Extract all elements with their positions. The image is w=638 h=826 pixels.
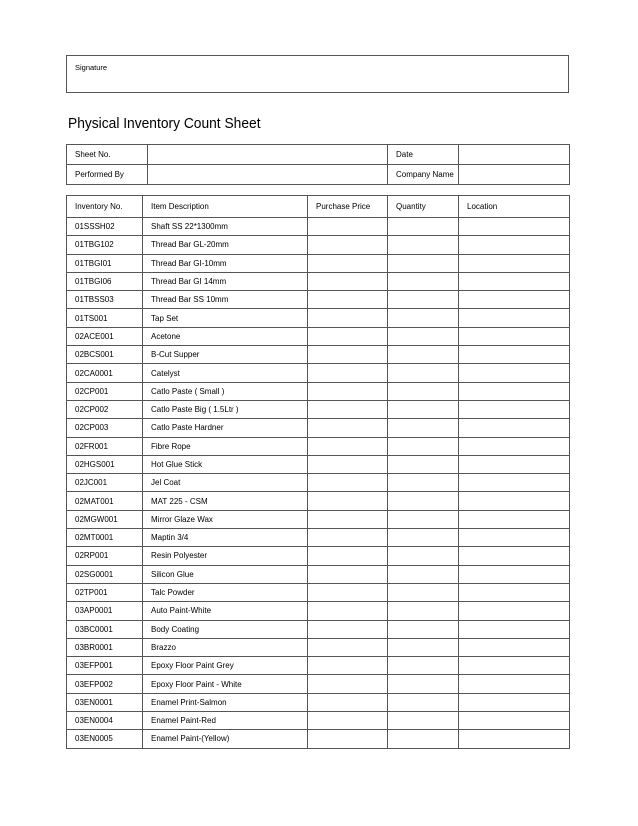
quantity-cell[interactable] bbox=[388, 510, 459, 528]
table-row bbox=[67, 400, 570, 418]
table-row bbox=[67, 419, 570, 437]
inventory-no-cell: 02RP001 bbox=[67, 547, 143, 565]
item-description-cell: Thread Bar GI-10mm bbox=[143, 254, 308, 272]
location-cell[interactable] bbox=[459, 638, 570, 656]
location-cell[interactable] bbox=[459, 455, 570, 473]
sheet-header-row bbox=[67, 145, 570, 165]
quantity-cell[interactable] bbox=[388, 455, 459, 473]
location-cell[interactable] bbox=[459, 236, 570, 254]
quantity-cell[interactable] bbox=[388, 492, 459, 510]
purchase-price-cell[interactable] bbox=[308, 510, 388, 528]
location-cell[interactable] bbox=[459, 272, 570, 290]
table-row bbox=[67, 529, 570, 547]
sheet-no-field[interactable] bbox=[148, 145, 388, 165]
location-cell[interactable] bbox=[459, 693, 570, 711]
inventory-no-cell: 01TBSS03 bbox=[67, 291, 143, 309]
item-description-cell: Hot Glue Stick bbox=[143, 455, 308, 473]
inventory-no-cell: 02BCS001 bbox=[67, 346, 143, 364]
table-row bbox=[67, 547, 570, 565]
item-description-cell: Fibre Rope bbox=[143, 437, 308, 455]
item-description-cell: B-Cut Supper bbox=[143, 346, 308, 364]
quantity-cell[interactable] bbox=[388, 529, 459, 547]
location-cell[interactable] bbox=[459, 291, 570, 309]
company-name-label: Company Name bbox=[388, 165, 459, 185]
inventory-table bbox=[66, 195, 570, 749]
table-row bbox=[67, 346, 570, 364]
quantity-cell[interactable] bbox=[388, 218, 459, 236]
table-row bbox=[67, 218, 570, 236]
location-cell[interactable] bbox=[459, 492, 570, 510]
item-description-cell: Enamel Paint-Red bbox=[143, 712, 308, 730]
signature-label: Signature bbox=[75, 63, 108, 72]
inventory-no-cell: 02CP001 bbox=[67, 382, 143, 400]
sheet-header-table bbox=[66, 144, 570, 185]
purchase-price-cell[interactable] bbox=[308, 291, 388, 309]
quantity-cell[interactable] bbox=[388, 638, 459, 656]
location-cell[interactable] bbox=[459, 419, 570, 437]
location-cell[interactable] bbox=[459, 602, 570, 620]
inventory-no-cell: 01TS001 bbox=[67, 309, 143, 327]
table-row bbox=[67, 455, 570, 473]
location-cell[interactable] bbox=[459, 309, 570, 327]
quantity-cell[interactable] bbox=[388, 309, 459, 327]
purchase-price-cell[interactable] bbox=[308, 218, 388, 236]
location-cell[interactable] bbox=[459, 547, 570, 565]
table-row bbox=[67, 309, 570, 327]
column-header-quantity: Quantity bbox=[388, 196, 459, 218]
quantity-cell[interactable] bbox=[388, 565, 459, 583]
item-description-cell: Thread Bar GL-20mm bbox=[143, 236, 308, 254]
table-row bbox=[67, 510, 570, 528]
column-header-item-description: Item Description bbox=[143, 196, 308, 218]
table-header-row bbox=[67, 196, 570, 218]
inventory-no-cell: 02MT0001 bbox=[67, 529, 143, 547]
quantity-cell[interactable] bbox=[388, 437, 459, 455]
inventory-no-cell: 02ACE001 bbox=[67, 327, 143, 345]
location-cell[interactable] bbox=[459, 382, 570, 400]
inventory-no-cell: 03EFP002 bbox=[67, 675, 143, 693]
purchase-price-cell[interactable] bbox=[308, 455, 388, 473]
inventory-no-cell: 02CA0001 bbox=[67, 364, 143, 382]
item-description-cell: Jel Coat bbox=[143, 474, 308, 492]
quantity-cell[interactable] bbox=[388, 346, 459, 364]
inventory-no-cell: 03BC0001 bbox=[67, 620, 143, 638]
purchase-price-cell[interactable] bbox=[308, 638, 388, 656]
table-row bbox=[67, 712, 570, 730]
table-row bbox=[67, 327, 570, 345]
inventory-no-cell: 03BR0001 bbox=[67, 638, 143, 656]
item-description-cell: Catlo Paste ( Small ) bbox=[143, 382, 308, 400]
location-cell[interactable] bbox=[459, 218, 570, 236]
item-description-cell: Tap Set bbox=[143, 309, 308, 327]
item-description-cell: Epoxy Floor Paint Grey bbox=[143, 657, 308, 675]
inventory-no-cell: 02FR001 bbox=[67, 437, 143, 455]
purchase-price-cell[interactable] bbox=[308, 492, 388, 510]
location-cell[interactable] bbox=[459, 364, 570, 382]
inventory-no-cell: 02SG0001 bbox=[67, 565, 143, 583]
table-row bbox=[67, 236, 570, 254]
table-row bbox=[67, 382, 570, 400]
table-row bbox=[67, 657, 570, 675]
table-row bbox=[67, 620, 570, 638]
table-row bbox=[67, 693, 570, 711]
quantity-cell[interactable] bbox=[388, 730, 459, 748]
location-cell[interactable] bbox=[459, 327, 570, 345]
location-cell[interactable] bbox=[459, 254, 570, 272]
inventory-no-cell: 03EN0004 bbox=[67, 712, 143, 730]
item-description-cell: Epoxy Floor Paint - White bbox=[143, 675, 308, 693]
table-row bbox=[67, 291, 570, 309]
location-cell[interactable] bbox=[459, 400, 570, 418]
table-row bbox=[67, 675, 570, 693]
table-row bbox=[67, 602, 570, 620]
inventory-no-cell: 01TBGI01 bbox=[67, 254, 143, 272]
performed-by-label: Performed By bbox=[67, 165, 148, 185]
quantity-cell[interactable] bbox=[388, 602, 459, 620]
location-cell[interactable] bbox=[459, 474, 570, 492]
inventory-no-cell: 02MAT001 bbox=[67, 492, 143, 510]
quantity-cell[interactable] bbox=[388, 291, 459, 309]
purchase-price-cell[interactable] bbox=[308, 419, 388, 437]
item-description-cell: Silicon Glue bbox=[143, 565, 308, 583]
item-description-cell: Catelyst bbox=[143, 364, 308, 382]
inventory-no-cell: 02HGS001 bbox=[67, 455, 143, 473]
purchase-price-cell[interactable] bbox=[308, 327, 388, 345]
quantity-cell[interactable] bbox=[388, 675, 459, 693]
purchase-price-cell[interactable] bbox=[308, 675, 388, 693]
location-cell[interactable] bbox=[459, 346, 570, 364]
purchase-price-cell[interactable] bbox=[308, 529, 388, 547]
purchase-price-cell[interactable] bbox=[308, 236, 388, 254]
quantity-cell[interactable] bbox=[388, 474, 459, 492]
location-cell[interactable] bbox=[459, 657, 570, 675]
item-description-cell: Maptin 3/4 bbox=[143, 529, 308, 547]
inventory-no-cell: 02CP003 bbox=[67, 419, 143, 437]
inventory-no-cell: 01TBGI06 bbox=[67, 272, 143, 290]
inventory-no-cell: 02TP001 bbox=[67, 583, 143, 601]
location-cell[interactable] bbox=[459, 529, 570, 547]
inventory-no-cell: 03EFP001 bbox=[67, 657, 143, 675]
column-header-purchase-price: Purchase Price bbox=[308, 196, 388, 218]
date-label: Date bbox=[388, 145, 459, 165]
purchase-price-cell[interactable] bbox=[308, 547, 388, 565]
item-description-cell: Resin Polyester bbox=[143, 547, 308, 565]
quantity-cell[interactable] bbox=[388, 272, 459, 290]
purchase-price-cell[interactable] bbox=[308, 657, 388, 675]
purchase-price-cell[interactable] bbox=[308, 712, 388, 730]
column-header-location: Location bbox=[459, 196, 570, 218]
purchase-price-cell[interactable] bbox=[308, 272, 388, 290]
quantity-cell[interactable] bbox=[388, 583, 459, 601]
purchase-price-cell[interactable] bbox=[308, 602, 388, 620]
sheet-no-label: Sheet No. bbox=[67, 145, 148, 165]
purchase-price-cell[interactable] bbox=[308, 254, 388, 272]
inventory-no-cell: 02CP002 bbox=[67, 400, 143, 418]
quantity-cell[interactable] bbox=[388, 693, 459, 711]
item-description-cell: Thread Bar GI 14mm bbox=[143, 272, 308, 290]
location-cell[interactable] bbox=[459, 730, 570, 748]
inventory-no-cell: 01SSSH02 bbox=[67, 218, 143, 236]
table-row bbox=[67, 364, 570, 382]
table-row bbox=[67, 254, 570, 272]
item-description-cell: Shaft SS 22*1300mm bbox=[143, 218, 308, 236]
location-cell[interactable] bbox=[459, 565, 570, 583]
location-cell[interactable] bbox=[459, 620, 570, 638]
purchase-price-cell[interactable] bbox=[308, 437, 388, 455]
purchase-price-cell[interactable] bbox=[308, 346, 388, 364]
item-description-cell: Brazzo bbox=[143, 638, 308, 656]
inventory-no-cell: 03EN0005 bbox=[67, 730, 143, 748]
quantity-cell[interactable] bbox=[388, 364, 459, 382]
item-description-cell: Catlo Paste Big ( 1.5Ltr ) bbox=[143, 400, 308, 418]
purchase-price-cell[interactable] bbox=[308, 693, 388, 711]
quantity-cell[interactable] bbox=[388, 400, 459, 418]
purchase-price-cell[interactable] bbox=[308, 364, 388, 382]
sheet-header-row bbox=[67, 165, 570, 185]
location-cell[interactable] bbox=[459, 675, 570, 693]
quantity-cell[interactable] bbox=[388, 254, 459, 272]
inventory-no-cell: 02MGW001 bbox=[67, 510, 143, 528]
inventory-no-cell: 03EN0001 bbox=[67, 693, 143, 711]
table-row bbox=[67, 583, 570, 601]
location-cell[interactable] bbox=[459, 437, 570, 455]
quantity-cell[interactable] bbox=[388, 419, 459, 437]
table-row bbox=[67, 638, 570, 656]
quantity-cell[interactable] bbox=[388, 382, 459, 400]
inventory-no-cell: 02JC001 bbox=[67, 474, 143, 492]
item-description-cell: Auto Paint-White bbox=[143, 602, 308, 620]
column-header-inventory-no: Inventory No. bbox=[67, 196, 143, 218]
item-description-cell: Enamel Print-Salmon bbox=[143, 693, 308, 711]
quantity-cell[interactable] bbox=[388, 657, 459, 675]
item-description-cell: Body Coating bbox=[143, 620, 308, 638]
page-title: Physical Inventory Count Sheet bbox=[68, 115, 261, 132]
purchase-price-cell[interactable] bbox=[308, 309, 388, 327]
purchase-price-cell[interactable] bbox=[308, 730, 388, 748]
performed-by-field[interactable] bbox=[148, 165, 388, 185]
location-cell[interactable] bbox=[459, 510, 570, 528]
quantity-cell[interactable] bbox=[388, 327, 459, 345]
quantity-cell[interactable] bbox=[388, 620, 459, 638]
quantity-cell[interactable] bbox=[388, 236, 459, 254]
quantity-cell[interactable] bbox=[388, 712, 459, 730]
company-name-field[interactable] bbox=[459, 165, 570, 185]
table-row bbox=[67, 437, 570, 455]
table-row bbox=[67, 272, 570, 290]
purchase-price-cell[interactable] bbox=[308, 565, 388, 583]
item-description-cell: Catlo Paste Hardner bbox=[143, 419, 308, 437]
table-row bbox=[67, 492, 570, 510]
purchase-price-cell[interactable] bbox=[308, 400, 388, 418]
item-description-cell: Acetone bbox=[143, 327, 308, 345]
item-description-cell: Mirror Glaze Wax bbox=[143, 510, 308, 528]
purchase-price-cell[interactable] bbox=[308, 382, 388, 400]
item-description-cell: MAT 225 - CSM bbox=[143, 492, 308, 510]
item-description-cell: Thread Bar SS 10mm bbox=[143, 291, 308, 309]
location-cell[interactable] bbox=[459, 583, 570, 601]
item-description-cell: Enamel Paint-(Yellow) bbox=[143, 730, 308, 748]
inventory-no-cell: 03AP0001 bbox=[67, 602, 143, 620]
inventory-no-cell: 01TBG102 bbox=[67, 236, 143, 254]
signature-box[interactable] bbox=[66, 55, 569, 93]
table-row bbox=[67, 565, 570, 583]
purchase-price-cell[interactable] bbox=[308, 474, 388, 492]
quantity-cell[interactable] bbox=[388, 547, 459, 565]
table-row bbox=[67, 730, 570, 748]
purchase-price-cell[interactable] bbox=[308, 620, 388, 638]
table-row bbox=[67, 474, 570, 492]
purchase-price-cell[interactable] bbox=[308, 583, 388, 601]
item-description-cell: Talc Powder bbox=[143, 583, 308, 601]
date-field[interactable] bbox=[459, 145, 570, 165]
location-cell[interactable] bbox=[459, 712, 570, 730]
